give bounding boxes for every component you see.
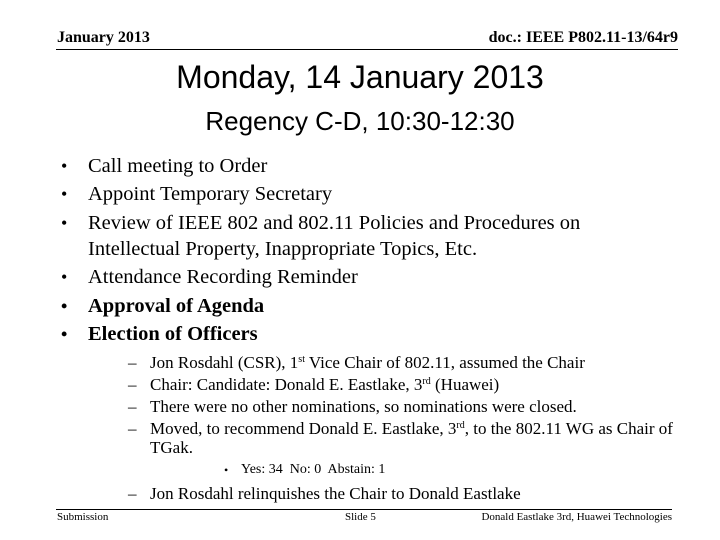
bullet-icon: •	[224, 463, 229, 477]
header-divider	[56, 49, 678, 50]
bullet-icon: •	[61, 324, 68, 344]
bullet-icon: •	[61, 295, 68, 316]
footer-submission: Submission	[57, 511, 109, 523]
dash-icon: –	[128, 484, 137, 503]
agenda-item-text: Review of IEEE 802 and 802.11 Policies and Procedures on Intellectual Property, Inappropriate Topics, Etc.	[88, 211, 581, 260]
header-date: January 2013	[57, 29, 150, 46]
bullet-icon: •	[61, 155, 68, 176]
agenda-item	[56, 181, 676, 207]
election-item-text: Jon Rosdahl relinquishes the Chair to Donald Eastlake	[150, 484, 521, 503]
slide-title: Monday, 14 January 2013	[176, 59, 544, 95]
header-doc-id: doc.: IEEE P802.11-13/64r9	[488, 29, 678, 46]
slide-subtitle: Regency C-D, 10:30-12:30	[205, 106, 515, 136]
agenda-list	[56, 150, 676, 506]
bullet-icon: •	[61, 212, 68, 233]
footer-divider	[56, 509, 672, 510]
dash-icon: –	[128, 397, 137, 416]
election-item-text: Jon Rosdahl (CSR), 1st Vice Chair of 802.11, assumed the Chair	[150, 353, 585, 372]
bullet-icon: •	[61, 267, 68, 287]
election-item	[88, 419, 676, 479]
slide-number: Slide 5	[345, 511, 376, 523]
agenda-item-text: Appoint Temporary Secretary	[88, 183, 333, 205]
election-sublist	[88, 353, 676, 503]
election-item-text: There were no other nominations, so nominations were closed.	[150, 397, 577, 416]
election-item	[88, 375, 676, 394]
bullet-icon: •	[61, 184, 68, 204]
election-item	[88, 484, 676, 503]
footer-author: Donald Eastlake 3rd, Huawei Technologies	[481, 511, 672, 523]
vote-sublist	[150, 461, 676, 479]
election-item-text: Moved, to recommend Donald E. Eastlake, 3rd, to the 802.11 WG as Chair of TGak.	[150, 419, 673, 457]
agenda-item	[56, 210, 676, 262]
agenda-item	[56, 293, 676, 319]
election-item	[88, 397, 676, 416]
election-item	[88, 353, 676, 372]
dash-icon: –	[128, 353, 137, 372]
agenda-item-text: Call meeting to Order	[88, 154, 268, 177]
vote-result	[150, 461, 676, 479]
agenda-item-text: Approval of Agenda	[88, 294, 265, 317]
agenda-item-text: Election of Officers	[88, 323, 258, 345]
dash-icon: –	[128, 375, 137, 394]
vote-result-text: Yes: 34 No: 0 Abstain: 1	[241, 462, 386, 477]
election-item-text: Chair: Candidate: Donald E. Eastlake, 3rd (Huawei)	[150, 375, 500, 394]
agenda-item-text: Attendance Recording Reminder	[88, 266, 358, 288]
agenda-item	[56, 321, 676, 503]
agenda-item	[56, 264, 676, 290]
dash-icon: –	[128, 419, 137, 438]
agenda-item	[56, 153, 676, 179]
